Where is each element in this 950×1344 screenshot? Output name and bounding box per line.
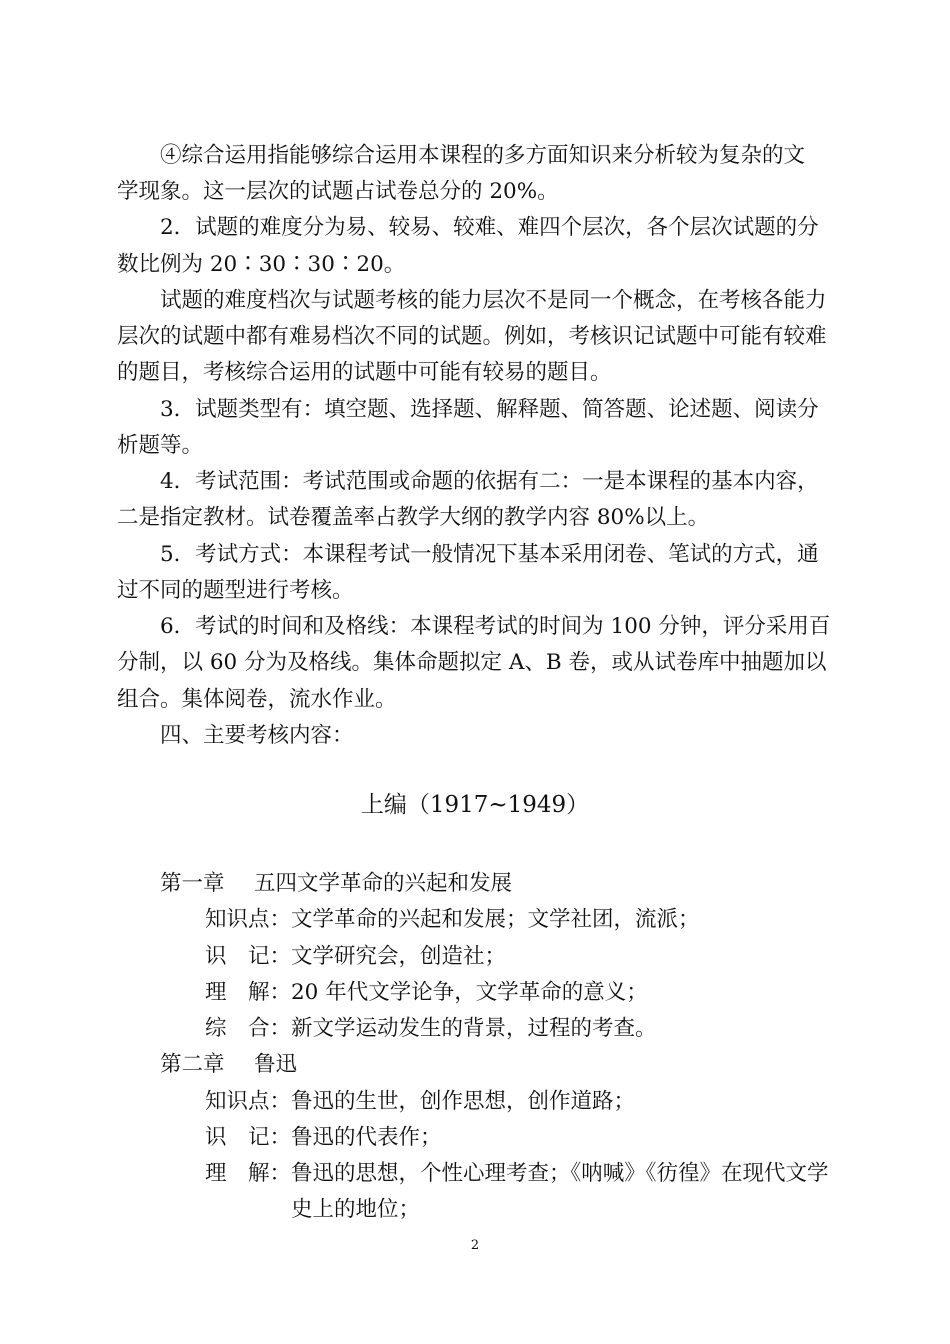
- chapter-2-item-2-term: 识 记：: [205, 1125, 292, 1150]
- chapter-2-number: 第二章: [160, 1052, 225, 1077]
- paragraph-3-line-1: 试题的难度档次与试题考核的能力层次不是同一个概念，在考核各能力: [160, 288, 827, 313]
- chapter-2-heading: [0, 1050, 950, 1080]
- chapter-2-item-1-text: 鲁迅的生世，创作思想，创作道路；: [291, 1089, 636, 1114]
- paragraph-7-line-2: 分制，以 60 分为及格线。集体命题拟定 A、B 卷，或从试卷库中抽题加以: [117, 650, 827, 675]
- paragraph-7-line-3: 组合。集体阅卷，流水作业。: [117, 687, 397, 712]
- page-number: 2: [470, 1238, 480, 1253]
- paragraph-1-line-1: ④综合运用指能够综合运用本课程的多方面知识来分析较为复杂的文: [160, 143, 806, 168]
- paragraph-5-line-1: 4．考试范围：考试范围或命题的依据有二：一是本课程的基本内容，: [160, 469, 819, 494]
- section-heading: 上编（1917~1949）: [360, 792, 590, 818]
- chapter-2-title: 鲁迅: [254, 1052, 298, 1077]
- chapter-2-item-3: [0, 1159, 950, 1189]
- paragraph-1-line-2: 学现象。这一层次的试题占试卷总分的 20%。: [117, 179, 559, 204]
- paragraph-6-line-1: 5．考试方式：本课程考试一般情况下基本采用闭卷、笔试的方式，通: [160, 542, 819, 567]
- chapter-2-item-3-text: 鲁迅的思想，个性心理考查；《呐喊》《彷徨》在现代文学: [291, 1161, 829, 1186]
- chapter-2-item-2-text: 鲁迅的代表作；: [291, 1125, 442, 1150]
- chapter-1-item-4-text: 新文学运动发生的背景，过程的考查。: [291, 1016, 657, 1041]
- chapter-1-item-2-term: 识 记：: [205, 944, 292, 969]
- paragraph-7-line-1: 6．考试的时间和及格线：本课程考试的时间为 100 分钟，评分采用百: [160, 614, 831, 639]
- paragraph-3-line-3: 的题目，考核综合运用的试题中可能有较易的题目。: [117, 360, 612, 385]
- chapter-2-item-2: [0, 1123, 950, 1153]
- chapter-1-item-3-term: 理 解：: [205, 980, 292, 1005]
- paragraph-6-line-2: 过不同的题型进行考核。: [117, 578, 354, 603]
- chapter-2-item-3-continuation: 史上的地位；: [291, 1197, 421, 1222]
- paragraph-2-line-2: 数比例为 20∶30∶30∶20。: [117, 252, 406, 277]
- chapter-1-title: 五四文学革命的兴起和发展: [254, 871, 513, 896]
- chapter-2-item-3-term: 理 解：: [205, 1161, 292, 1186]
- chapter-1-number: 第一章: [160, 871, 225, 896]
- paragraph-5-line-2: 二是指定教材。试卷覆盖率占教学大纲的教学内容 80%以上。: [117, 505, 710, 530]
- chapter-1-heading: [0, 869, 950, 899]
- chapter-1-item-1: [0, 905, 950, 935]
- paragraph-2-line-1: 2．试题的难度分为易、较易、较难、难四个层次，各个层次试题的分: [160, 215, 819, 240]
- paragraph-4-line-2: 析题等。: [117, 433, 204, 458]
- chapter-1-item-3: [0, 978, 950, 1008]
- chapter-1-item-4: [0, 1014, 950, 1044]
- chapter-1-item-1-text: 文学革命的兴起和发展；文学社团，流派；: [291, 907, 700, 932]
- chapter-1-item-1-term: 知识点：: [205, 907, 292, 932]
- chapter-1-item-2: [0, 942, 950, 972]
- chapter-1-item-3-text: 20 年代文学论争，文学革命的意义；: [291, 980, 648, 1005]
- chapter-1-item-2-text: 文学研究会，创造社；: [291, 944, 507, 969]
- paragraph-4-line-1: 3．试题类型有：填空题、选择题、解释题、简答题、论述题、阅读分: [160, 397, 819, 422]
- chapter-1-item-4-term: 综 合：: [205, 1016, 292, 1041]
- chapter-2-item-1: [0, 1087, 950, 1117]
- paragraph-3-line-2: 层次的试题中都有难易档次不同的试题。例如，考核识记试题中可能有较难: [117, 324, 827, 349]
- section-intro-line: 四、主要考核内容：: [160, 723, 354, 748]
- chapter-2-item-1-term: 知识点：: [205, 1089, 292, 1114]
